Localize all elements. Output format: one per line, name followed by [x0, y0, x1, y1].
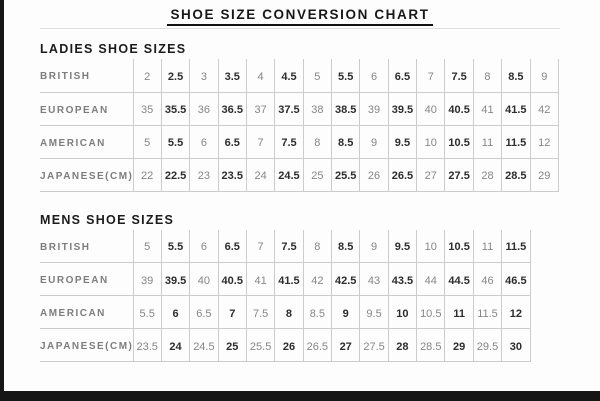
size-cell: 7 — [417, 59, 445, 92]
row-label: AMERICAN — [40, 296, 133, 329]
size-cell: 2.5 — [161, 59, 189, 92]
size-cell: 23.5 — [133, 329, 161, 362]
row-label: EUROPEAN — [40, 92, 133, 125]
size-cell: 6.5 — [190, 296, 218, 329]
size-cell: 12 — [530, 125, 558, 158]
size-cell: 22.5 — [161, 158, 189, 191]
bottom-edge-bar — [0, 391, 600, 401]
size-cell: 7 — [246, 125, 274, 158]
size-cell: 27 — [332, 329, 360, 362]
size-cell: 24 — [161, 329, 189, 362]
size-cell: 29 — [530, 158, 558, 191]
size-cell: 39.5 — [388, 92, 416, 125]
size-cell: 8 — [303, 230, 331, 263]
size-cell: 3 — [190, 59, 218, 92]
size-cell: 43 — [360, 263, 388, 296]
size-cell: 36 — [190, 92, 218, 125]
row-label: JAPANESE(CM) — [40, 158, 133, 191]
size-cell: 5 — [303, 59, 331, 92]
size-cell: 5.5 — [161, 125, 189, 158]
row-label: AMERICAN — [40, 125, 133, 158]
size-cell: 7.5 — [445, 59, 473, 92]
size-cell: 27.5 — [445, 158, 473, 191]
size-cell: 11 — [473, 125, 501, 158]
section-heading-ladies: LADIES SHOE SIZES — [40, 42, 187, 56]
size-cell: 9 — [360, 230, 388, 263]
size-cell: 4 — [246, 59, 274, 92]
size-cell: 28.5 — [502, 158, 530, 191]
size-cell: 11.5 — [502, 125, 530, 158]
size-cell: 6 — [360, 59, 388, 92]
size-cell: 8 — [473, 59, 501, 92]
size-cell: 5 — [133, 230, 161, 263]
size-cell: 7 — [218, 296, 246, 329]
size-cell: 40 — [417, 92, 445, 125]
size-cell: 39.5 — [161, 263, 189, 296]
size-cell: 7 — [246, 230, 274, 263]
size-cell: 37.5 — [275, 92, 303, 125]
size-cell: 8.5 — [303, 296, 331, 329]
size-cell: 24.5 — [190, 329, 218, 362]
size-cell: 26.5 — [388, 158, 416, 191]
size-cell: 9.5 — [360, 296, 388, 329]
size-cell: 8 — [303, 125, 331, 158]
table-row — [40, 92, 559, 125]
size-cell: 24 — [246, 158, 274, 191]
size-cell: 9 — [530, 59, 558, 92]
table-row — [40, 329, 530, 362]
size-cell: 9 — [360, 125, 388, 158]
size-cell: 7.5 — [246, 296, 274, 329]
size-cell: 25.5 — [246, 329, 274, 362]
size-cell: 42.5 — [332, 263, 360, 296]
size-cell: 11.5 — [502, 230, 530, 263]
size-cell: 9.5 — [388, 230, 416, 263]
size-cell: 8.5 — [332, 230, 360, 263]
row-label: BRITISH — [40, 59, 133, 92]
size-cell: 42 — [530, 92, 558, 125]
size-cell: 29.5 — [473, 329, 501, 362]
size-cell: 23 — [190, 158, 218, 191]
size-cell: 4.5 — [275, 59, 303, 92]
size-cell: 9.5 — [388, 125, 416, 158]
size-cell: 38.5 — [332, 92, 360, 125]
size-cell: 6.5 — [388, 59, 416, 92]
size-cell: 37 — [246, 92, 274, 125]
size-cell: 35.5 — [161, 92, 189, 125]
size-cell: 41.5 — [275, 263, 303, 296]
size-cell: 46 — [473, 263, 501, 296]
size-cell: 10.5 — [417, 296, 445, 329]
size-cell: 29 — [445, 329, 473, 362]
size-cell: 39 — [133, 263, 161, 296]
size-cell: 40.5 — [445, 92, 473, 125]
size-cell: 30 — [502, 329, 530, 362]
size-cell: 23.5 — [218, 158, 246, 191]
size-cell: 6.5 — [218, 230, 246, 263]
row-label: JAPANESE(CM) — [40, 329, 133, 362]
table-row — [40, 125, 559, 158]
size-cell: 39 — [360, 92, 388, 125]
size-cell: 35 — [133, 92, 161, 125]
table-row — [40, 230, 530, 263]
size-cell: 10.5 — [445, 125, 473, 158]
size-cell: 46.5 — [502, 263, 530, 296]
size-cell: 5 — [133, 125, 161, 158]
size-cell: 10 — [417, 125, 445, 158]
size-cell: 25 — [303, 158, 331, 191]
size-cell: 11.5 — [473, 296, 501, 329]
size-cell: 7.5 — [275, 230, 303, 263]
size-cell: 22 — [133, 158, 161, 191]
size-cell: 8 — [275, 296, 303, 329]
page-title: SHOE SIZE CONVERSION CHART — [167, 8, 432, 26]
size-cell: 10 — [388, 296, 416, 329]
size-cell: 11 — [473, 230, 501, 263]
size-cell: 41.5 — [502, 92, 530, 125]
mens-size-table — [40, 230, 531, 363]
table-row — [40, 296, 530, 329]
chart-content — [40, 6, 560, 362]
size-cell: 3.5 — [218, 59, 246, 92]
size-cell: 44.5 — [445, 263, 473, 296]
size-cell: 12 — [502, 296, 530, 329]
size-cell: 8.5 — [502, 59, 530, 92]
size-cell: 25.5 — [332, 158, 360, 191]
size-cell: 5.5 — [161, 230, 189, 263]
size-cell: 26 — [275, 329, 303, 362]
row-label: BRITISH — [40, 230, 133, 263]
size-cell: 10.5 — [445, 230, 473, 263]
ladies-size-table — [40, 59, 559, 192]
size-cell: 9 — [332, 296, 360, 329]
table-row — [40, 59, 559, 92]
title-divider — [40, 28, 560, 29]
size-cell: 11 — [445, 296, 473, 329]
title-wrap — [40, 6, 560, 26]
size-cell: 40.5 — [218, 263, 246, 296]
size-cell: 41 — [246, 263, 274, 296]
table-row — [40, 263, 530, 296]
size-cell: 6 — [190, 230, 218, 263]
size-cell: 25 — [218, 329, 246, 362]
size-cell: 38 — [303, 92, 331, 125]
size-cell: 24.5 — [275, 158, 303, 191]
size-cell: 7.5 — [275, 125, 303, 158]
table-row — [40, 158, 559, 191]
size-cell: 6.5 — [218, 125, 246, 158]
size-cell: 2 — [133, 59, 161, 92]
size-cell: 43.5 — [388, 263, 416, 296]
section-heading-mens: MENS SHOE SIZES — [40, 212, 175, 227]
size-cell: 5.5 — [332, 59, 360, 92]
size-cell: 6 — [161, 296, 189, 329]
size-cell: 10 — [417, 230, 445, 263]
size-cell: 26 — [360, 158, 388, 191]
size-cell: 40 — [190, 263, 218, 296]
size-cell: 26.5 — [303, 329, 331, 362]
size-cell: 44 — [417, 263, 445, 296]
size-cell: 27 — [417, 158, 445, 191]
size-cell: 5.5 — [133, 296, 161, 329]
size-cell: 27.5 — [360, 329, 388, 362]
size-cell: 41 — [473, 92, 501, 125]
left-edge-bar — [0, 0, 4, 401]
size-cell: 6 — [190, 125, 218, 158]
size-cell: 8.5 — [332, 125, 360, 158]
size-cell: 28 — [388, 329, 416, 362]
row-label: EUROPEAN — [40, 263, 133, 296]
size-cell: 42 — [303, 263, 331, 296]
size-cell: 36.5 — [218, 92, 246, 125]
size-cell: 28.5 — [417, 329, 445, 362]
size-cell: 28 — [473, 158, 501, 191]
